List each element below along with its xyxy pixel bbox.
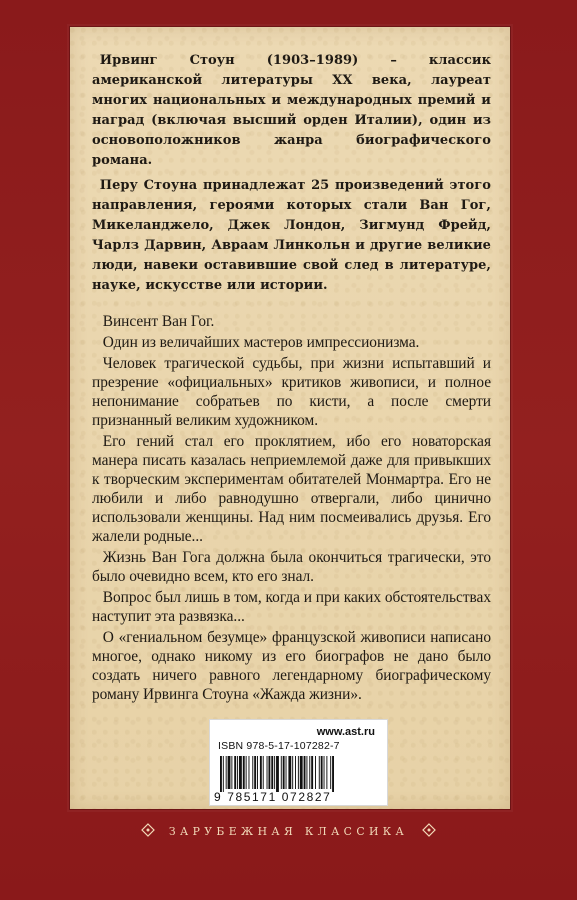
annotation-paragraph-3: Человек трагической судьбы, при жизни испытавший и презрение «официальных» критиков живописи, и полное непонимание собратьев по кисти, а после смерти признанный великим художником. xyxy=(92,355,491,429)
series-label: ЗАРУБЕЖНАЯ КЛАССИКА xyxy=(168,825,409,838)
barcode-bar xyxy=(223,756,224,792)
annotation-paragraph-5: Жизнь Ван Гога должна была окончиться трагически, это было очевидно всем, кто его знал. xyxy=(92,549,491,585)
barcode-bar xyxy=(281,756,282,789)
barcode-bar xyxy=(234,756,236,789)
barcode-bar xyxy=(326,756,327,789)
publisher-site: www.ast.ru xyxy=(316,726,375,738)
barcode-bar xyxy=(276,756,279,792)
barcode-bar xyxy=(295,756,296,789)
intro-paragraph-2: Перу Стоуна принадлежат 25 произведений этого направления, героями которых стали Ван Гог, Микеланджело, Джек Лондон, Зигмунд Фрейд, Чарлз Дарвин, Авраам Линкольн и другие великие люди, навеки оставившие свой след в литературе, науке, искусстве или истории. xyxy=(92,178,491,293)
barcode-bar xyxy=(309,756,310,789)
barcode-bar xyxy=(268,756,270,789)
ornament-left-icon xyxy=(141,823,155,837)
barcode-bar xyxy=(257,756,258,789)
barcode-bar xyxy=(271,756,273,789)
text-panel xyxy=(69,26,511,810)
barcode-bar xyxy=(283,756,285,789)
annotation-paragraph-2: Один из величайших мастеров импрессионизма. xyxy=(102,334,420,351)
barcode-bar xyxy=(298,756,299,789)
annotation-paragraph-4: Его гений стал его проклятием, ибо его новаторская манера писать казалась неприемлемой даже для привыкших к творческим экспериментам обитателей Монмартра. Его не любили и либо равнодушно отвергали, либо цинично использовали женщины. Над ним посмеивались друзья. Его жалели родные... xyxy=(92,433,491,545)
barcode-bar xyxy=(315,756,316,789)
barcode-bar xyxy=(319,756,320,789)
series-title xyxy=(0,822,577,842)
barcode-bar xyxy=(254,756,256,789)
barcode-bar xyxy=(311,756,313,789)
barcode-bar xyxy=(330,756,331,789)
barcode-bar xyxy=(324,756,325,789)
barcode-bar xyxy=(263,756,264,789)
annotation-paragraph-6: Вопрос был лишь в том, когда и при каких обстоятельствах наступит эта развязка... xyxy=(92,589,491,625)
barcode-number: 9 785171 072827 xyxy=(214,790,332,804)
barcode-bar xyxy=(321,756,323,789)
author-intro xyxy=(92,51,491,296)
annotation-paragraph-1: Винсент Ван Гог. xyxy=(102,313,215,330)
intro-paragraph-1: Ирвинг Стоун (1903–1989) – классик американской литературы XX века, лауреат многих национальных и международных премий и наград (включая высший орден Италии), один из основоположников жанра биографического романа. xyxy=(92,53,491,168)
barcode-bar xyxy=(292,756,293,789)
isbn: ISBN 978-5-17-107282-7 xyxy=(218,740,340,752)
barcode-bar xyxy=(237,756,238,789)
annotation xyxy=(92,312,491,704)
barcode-bar xyxy=(288,756,291,789)
barcode-box xyxy=(209,719,388,806)
barcode-bar xyxy=(332,756,334,792)
barcode-bar xyxy=(304,756,306,789)
barcode-bar xyxy=(260,756,262,789)
barcode-bar xyxy=(239,756,242,789)
barcode-bar xyxy=(306,756,307,789)
barcode-bar xyxy=(274,756,275,789)
annotation-paragraph-7: О «гениальном безумце» французской живописи написано многое, однако никому из его биографов не дано было создать ничего равного легендарному биографическому роману Ирвинга Стоуна «Жажда жизни». xyxy=(92,629,491,703)
barcode-bar xyxy=(220,756,222,792)
barcode-bar xyxy=(249,756,250,789)
barcode-bar xyxy=(228,756,231,789)
barcode-bar xyxy=(246,756,247,789)
barcode-bar xyxy=(226,756,227,789)
barcode-bar xyxy=(267,756,268,789)
barcode-bars xyxy=(220,756,380,792)
barcode-bar xyxy=(231,756,232,789)
barcode-bar xyxy=(286,756,287,789)
ornament-right-icon xyxy=(422,823,436,837)
barcode-bar xyxy=(252,756,253,789)
barcode-bar xyxy=(300,756,303,789)
barcode-bar xyxy=(243,756,245,789)
